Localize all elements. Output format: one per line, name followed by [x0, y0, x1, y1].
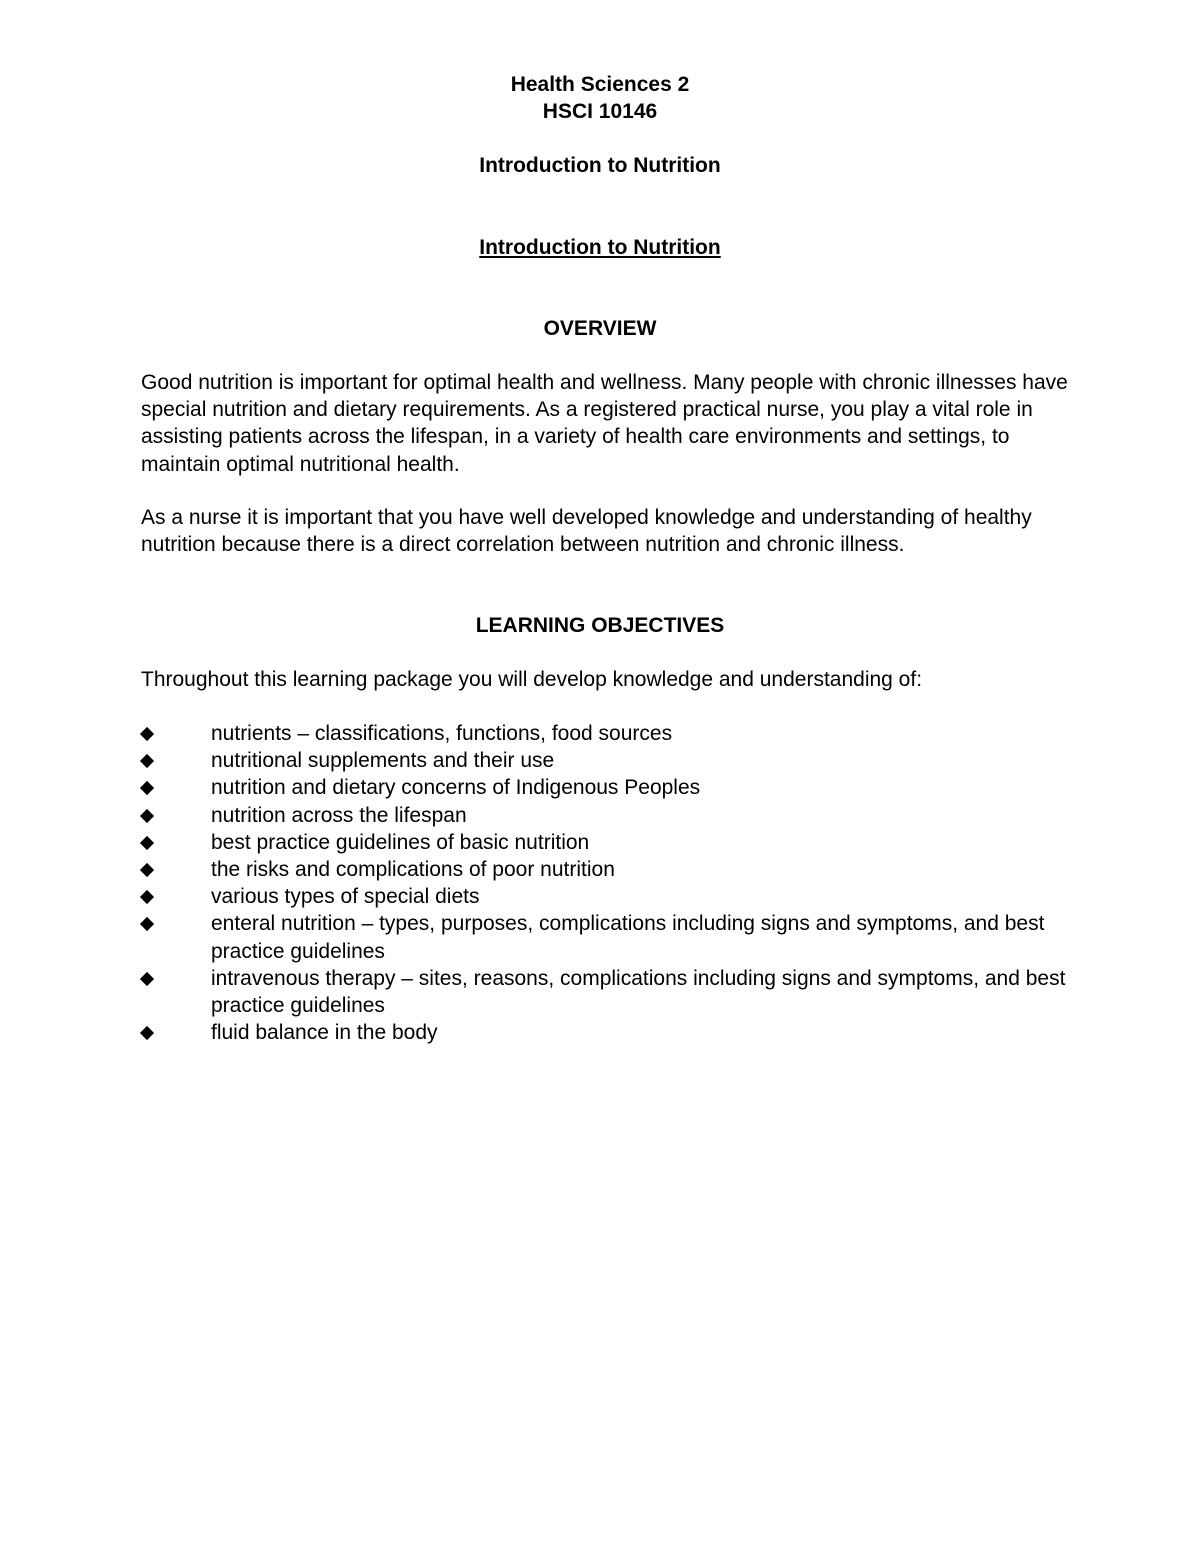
list-item — [141, 883, 1071, 910]
list-item-text: nutrients – classifications, functions, food sources — [211, 722, 673, 745]
list-item-text: best practice guidelines of basic nutrition — [211, 830, 590, 854]
list-item — [141, 1019, 1071, 1046]
overview-paragraph-2: As a nurse it is important that you have well developed knowledge and understanding of healthy nutrition because there is a direct correlation between nutrition and chronic illness. — [141, 506, 1032, 557]
list-item — [141, 747, 1071, 774]
diamond-bullet-icon — [140, 754, 154, 768]
module-title: Introduction to Nutrition — [479, 154, 721, 177]
diamond-bullet-icon — [140, 1026, 154, 1040]
course-name: Health Sciences 2 — [510, 73, 690, 96]
course-code: HSCI 10146 — [542, 100, 658, 123]
list-item — [141, 910, 1071, 964]
list-item-text: nutrition across the lifespan — [211, 803, 467, 827]
list-item-text: enteral nutrition – types, purposes, complications including signs and symptoms, and best practice guidelines — [211, 912, 1045, 963]
overview-heading: OVERVIEW — [543, 317, 657, 340]
list-item — [141, 774, 1071, 801]
list-item-text: fluid balance in the body — [211, 1021, 438, 1045]
list-item — [141, 829, 1071, 856]
list-item-text: nutrition and dietary concerns of Indigenous Peoples — [211, 776, 701, 800]
list-item-text: intravenous therapy – sites, reasons, complications including signs and symptoms, and best practice guidelines — [211, 966, 1066, 1018]
diamond-bullet-icon — [140, 890, 154, 904]
diamond-bullet-icon — [140, 863, 154, 877]
overview-paragraph-1: Good nutrition is important for optimal health and wellness. Many people with chronic illnesses have special nutrition and dietary requirements. As a registered practical nurse, you play a vital role in assisting patients across the lifespan, in a variety of health care environments and settings, to maintain optimal nutritional health. — [141, 371, 1068, 476]
section-title: Introduction to Nutrition — [479, 236, 721, 259]
diamond-bullet-icon — [140, 917, 154, 931]
list-item-text: nutritional supplements and their use — [211, 749, 555, 773]
learning-objectives-intro: Throughout this learning package you will develop knowledge and understanding of: — [141, 668, 923, 691]
diamond-bullet-icon — [140, 836, 154, 850]
list-item — [141, 720, 1071, 747]
learning-objectives-list — [141, 720, 1071, 1046]
diamond-bullet-icon — [140, 727, 154, 741]
diamond-bullet-icon — [140, 972, 154, 986]
diamond-bullet-icon — [140, 781, 154, 795]
list-item-text: the risks and complications of poor nutrition — [211, 858, 615, 882]
diamond-bullet-icon — [140, 809, 154, 823]
list-item-text: various types of special diets — [211, 885, 480, 909]
list-item — [141, 802, 1071, 829]
list-item — [141, 965, 1071, 1019]
list-item — [141, 856, 1071, 883]
learning-objectives-heading: LEARNING OBJECTIVES — [475, 614, 725, 637]
